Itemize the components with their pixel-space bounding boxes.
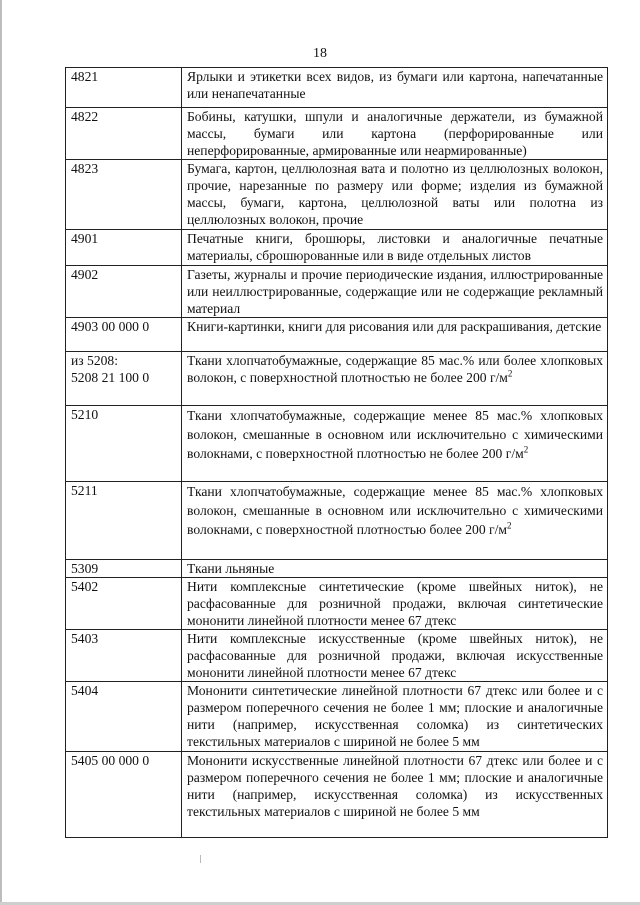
description-cell	[182, 482, 608, 560]
table-row	[66, 578, 608, 630]
description-cell	[182, 406, 608, 482]
code-cell: 5405 00 000 0	[66, 752, 182, 838]
description-text: Ткани льняные	[187, 561, 275, 576]
table-row	[66, 482, 608, 560]
description-text: Ярлыки и этикетки всех видов, из бумаги или картона, напечатанные или ненапечатанные	[187, 69, 603, 101]
description-cell	[182, 108, 608, 160]
customs-code-table	[65, 67, 608, 838]
description-text: Газеты, журналы и прочие периодические издания, иллюстрированные или неиллюстрированные, содержащие или не содержащие рекламный материал	[187, 267, 603, 316]
superscript: 2	[523, 444, 529, 455]
code-cell: 5309	[66, 560, 182, 578]
description-text: Мононити искусственные линейной плотности 67 дтекс или более и с размером поперечного сечения не более 1 мм; плоские и аналогичные нити (например, искусственная соломка) из искусственных текстильных материалов с шириной не более 5 мм	[187, 753, 603, 819]
code-cell: 5211	[66, 482, 182, 560]
table-row	[66, 230, 608, 266]
table-row	[66, 318, 608, 352]
description-text: Нити комплексные синтетические (кроме швейных ниток), не расфасованные для розничной продажи, включая синтетические мононити линейной плотности менее 67 дтекс	[187, 579, 603, 628]
code-cell: 5402	[66, 578, 182, 630]
code-cell: 5404	[66, 682, 182, 752]
table-row	[66, 406, 608, 482]
code-cell: из 5208: 5208 21 100 0	[66, 352, 182, 406]
code-cell: 4822	[66, 108, 182, 160]
description-cell	[182, 560, 608, 578]
superscript: 2	[507, 368, 513, 379]
scan-edge-left	[0, 0, 12, 905]
table-row	[66, 160, 608, 230]
description-text: Ткани хлопчатобумажные, содержащие 85 мас.% или более хлопковых волокон, с поверхностной плотностью не более 200 г/м	[187, 353, 603, 385]
description-cell	[182, 630, 608, 682]
table-row	[66, 630, 608, 682]
description-text: Печатные книги, брошюры, листовки и аналогичные печатные материалы, сброшюрованные или в виде отдельных листов	[187, 231, 603, 263]
description-cell	[182, 352, 608, 406]
code-cell: 4902	[66, 266, 182, 318]
table-row	[66, 752, 608, 838]
description-cell	[182, 68, 608, 108]
description-text: Мононити синтетические линейной плотности 67 дтекс или более и с размером поперечного сечения не более 1 мм; плоские и аналогичные нити (например, искусственная соломка) из синтетических текстильных материалов с шириной не более 5 мм	[187, 683, 603, 749]
description-cell	[182, 682, 608, 752]
description-text: Книги-картинки, книги для рисования или для раскрашивания, детские	[187, 319, 602, 334]
description-cell	[182, 578, 608, 630]
description-cell	[182, 318, 608, 352]
description-text: Нити комплексные искусственные (кроме швейных ниток), не расфасованные для розничной продажи, включая искусственные мононити линейной плотности менее 67 дтекс	[187, 631, 603, 680]
description-cell	[182, 230, 608, 266]
table-row	[66, 68, 608, 108]
scan-artifact-mark	[200, 855, 201, 863]
superscript: 2	[507, 520, 512, 531]
code-cell: 4903 00 000 0	[66, 318, 182, 352]
customs-code-table-body	[66, 68, 608, 838]
code-cell: 4901	[66, 230, 182, 266]
description-cell	[182, 266, 608, 318]
description-cell	[182, 752, 608, 838]
table-row	[66, 266, 608, 318]
code-cell: 4823	[66, 160, 182, 230]
table-row	[66, 560, 608, 578]
description-cell	[182, 160, 608, 230]
description-text: Бобины, катушки, шпули и аналогичные держатели, из бумажной массы, бумаги или картона (перфорированные или неперфорированные, армированные или неармированные)	[187, 109, 603, 158]
description-text: Ткани хлопчатобумажные, содержащие менее 85 мас.% хлопковых волокон, смешанные в основном или исключительно с химическими волокнами, с поверхностной плотностью более 200 г/м	[187, 484, 603, 537]
description-text: Ткани хлопчатобумажные, содержащие менее 85 мас.% хлопковых волокон, смешанные в основном или исключительно с химическими волокнами, с поверхностной плотностью не более 200 г/м	[187, 408, 603, 461]
description-text: Бумага, картон, целлюлозная вата и полотно из целлюлозных волокон, прочие, нарезанные по размеру или форме; изделия из бумажной массы, бумаги, картона, целлюлозной ваты или полотна из целлюлозных волокон, прочие	[187, 161, 603, 227]
table-row	[66, 108, 608, 160]
table-row	[66, 352, 608, 406]
code-cell: 5210	[66, 406, 182, 482]
table-row	[66, 682, 608, 752]
page-number: 18	[313, 46, 327, 61]
code-cell: 4821	[66, 68, 182, 108]
code-cell: 5403	[66, 630, 182, 682]
